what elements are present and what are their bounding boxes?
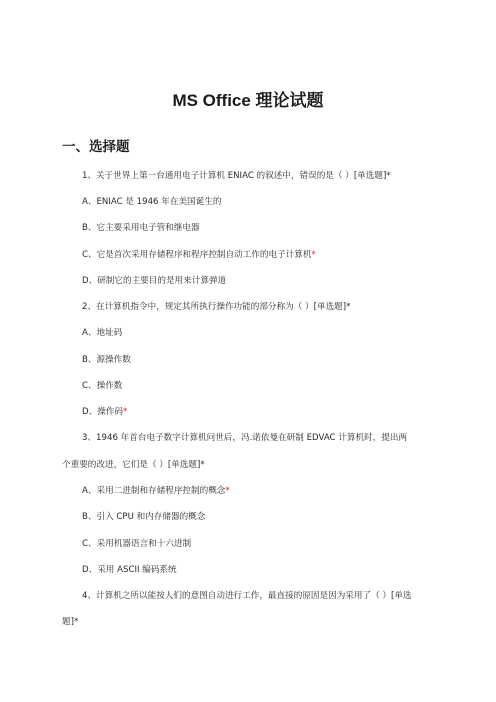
question-4-stem-line-1: 4、计算机之所以能按人们的意图自动进行工作，最直接的原因是因为采用了（ ）[单选 — [82, 591, 412, 601]
option-text: A、ENIAC 是 1946 年在美国诞生的 — [82, 197, 222, 207]
option-text: D、操作码 — [82, 407, 123, 417]
option-text: D、采用 ASCII 编码系统 — [82, 565, 177, 575]
document-title: MS Office 理论试题 — [172, 91, 324, 110]
option-text: A、地址码 — [82, 328, 123, 338]
question-2-option-c — [82, 380, 122, 392]
option-text: C、采用机器语言和十六进制 — [82, 539, 192, 549]
question-1-option-a — [82, 196, 221, 208]
question-3-option-b — [82, 511, 205, 523]
question-2-option-b — [82, 354, 131, 366]
question-2-stem: 2、在计算机指令中，规定其所执行操作功能的部分称为（ ）[单选题]* — [82, 302, 351, 312]
question-1-stem: 1、关于世界上第一台通用电子计算机 ENIAC 的叙述中，错误的是（ ）[单选题]* — [82, 171, 391, 181]
correct-answer-mark: * — [225, 486, 230, 496]
correct-answer-mark: * — [123, 407, 128, 417]
option-text: B、它主要采用电子管和继电器 — [82, 223, 200, 233]
question-3-option-a — [82, 485, 230, 497]
option-text: C、它是首次采用存储程序和程序控制自动工作的电子计算机 — [82, 250, 312, 260]
option-text: A、采用二进制和存储程序控制的概念 — [82, 486, 226, 496]
option-text: D、研制它的主要目的是用来计算弹道 — [82, 276, 227, 286]
question-1-option-c — [82, 249, 316, 261]
question-1-option-b — [82, 222, 200, 234]
option-text: B、引入 CPU 和内存储器的概念 — [82, 512, 206, 522]
correct-answer-mark: * — [311, 250, 316, 260]
option-text: B、源操作数 — [82, 355, 131, 365]
option-text: C、操作数 — [82, 381, 123, 391]
question-3-option-d — [82, 564, 177, 576]
question-2-option-d — [82, 406, 127, 418]
question-3-stem-line-1: 3、1946 年首台电子数字计算机问世后，冯.诺依曼在研制 EDVAC 计算机时，提出两 — [82, 433, 408, 443]
question-2-option-a — [82, 327, 122, 339]
question-3-option-c — [82, 538, 191, 550]
question-3-stem-line-2: 个重要的改进，它们是（ ）[单选题]* — [62, 460, 205, 470]
question-1-option-d — [82, 275, 226, 287]
question-4-stem-line-2: 题]* — [62, 617, 79, 627]
section-heading: 一、选择题 — [62, 139, 130, 155]
